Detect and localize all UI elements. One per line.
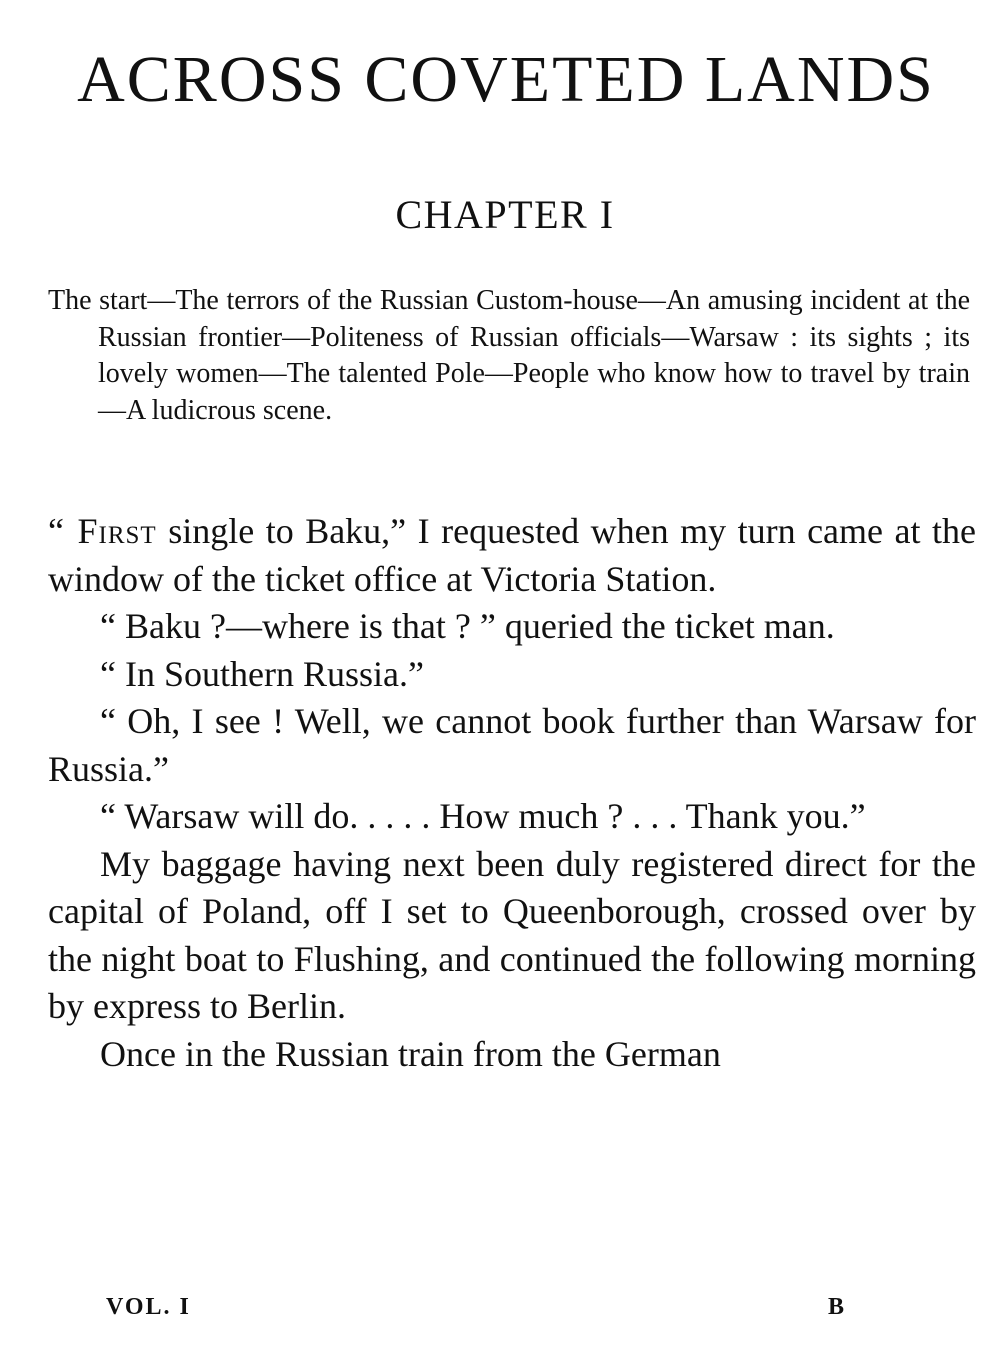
paragraph-1 [48,508,976,603]
signature-mark: B [827,1294,846,1320]
running-title: ACROSS COVETED LANDS [77,43,935,116]
volume-number: VOL. I [106,1294,191,1320]
paragraph-5: “ Warsaw will do. . . . . How much ? . . . Thank you.” [100,796,866,836]
paragraph-4: “ Oh, I see ! Well, we cannot book further than Warsaw for Russia.” [48,701,976,789]
chapter-synopsis: The start—The terrors of the Russian Custom-house—An amusing incident at the Russian frontier—Politeness of Russian officials—Warsaw : its sights ; its lovely women—The talented Pole—People who know how to travel by train—A ludicrous scene. [48,285,970,426]
chapter-heading: CHAPTER I [395,192,615,237]
paragraph-2: “ Baku ?—where is that ? ” queried the ticket man. [100,606,835,646]
body-text [48,508,976,1078]
paragraph-text: single to Baku,” I requested when my turn came at the window of the ticket office at Victoria Station. [48,511,976,599]
paragraph-lead-small-caps: “ First [48,511,157,551]
paragraph-3: “ In Southern Russia.” [100,653,424,694]
paragraph-6: My baggage having next been duly registered direct for the capital of Poland, off I set to Queenborough, crossed over by the night boat to Flushing, and continued the following morning by express to Berlin. [48,843,976,1026]
page-footer [106,1294,846,1326]
paragraph-7: Once in the Russian train from the German [100,1033,721,1074]
